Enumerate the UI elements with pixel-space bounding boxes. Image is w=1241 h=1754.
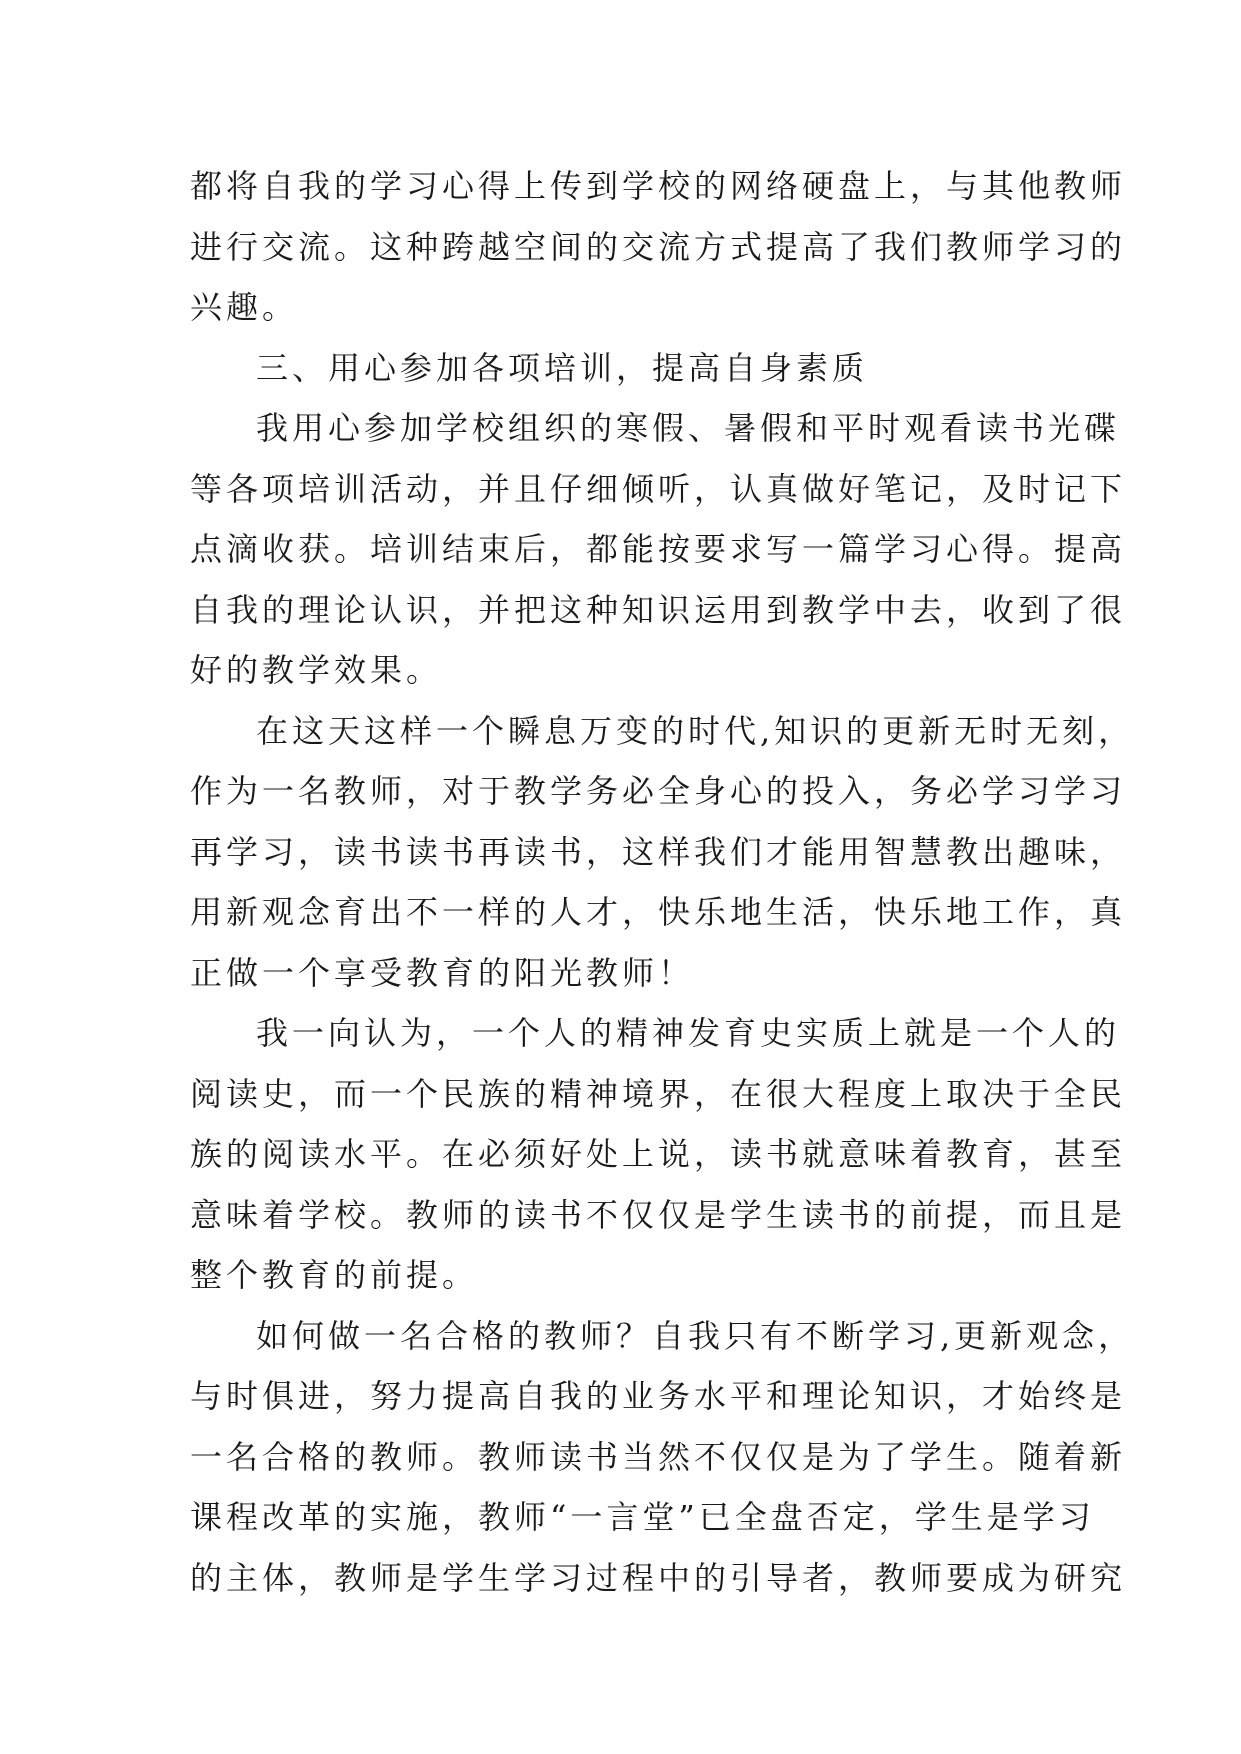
text-line: 等各项培训活动，并且仔细倾听，认真做好笔记，及时记下 xyxy=(190,469,1127,508)
text-line: 我一向认为，一个人的精神发育史实质上就是一个人的 xyxy=(256,1014,1121,1052)
text-line: 在这天这样一个瞬息万变的时代,知识的更新无时无刻， xyxy=(256,711,1135,750)
text-line: 点滴收获。培训结束后，都能按要求写一篇学习心得。提高 xyxy=(190,530,1127,568)
text-line: 整个教育的前提。 xyxy=(190,1256,479,1294)
text-line: 意味着学校。教师的读书不仅仅是学生读书的前提，而且是 xyxy=(190,1195,1127,1234)
text-line: 好的教学效果。 xyxy=(190,651,443,689)
text-line: 如何做一名合格的教师？自我只有不断学习,更新观念， xyxy=(256,1316,1135,1355)
document-body xyxy=(190,156,1135,1608)
text-line: 再学习，读书读书再读书，这样我们才能用智慧教出趣味， xyxy=(190,832,1127,871)
section-heading: 三、用心参加各项培训，提高自身素质 xyxy=(256,348,869,387)
text-line: 作为一名教师，对于教学务必全身心的投入，务必学习学习 xyxy=(190,772,1127,810)
text-line: 课程改革的实施，教师“一言堂”已全盘否定，学生是学习 xyxy=(190,1498,1095,1536)
text-line: 正做一个享受教育的阳光教师！ xyxy=(190,953,695,992)
text-line: 兴趣。 xyxy=(190,288,299,326)
text-line: 族的阅读水平。在必须好处上说，读书就意味着教育，甚至 xyxy=(190,1135,1127,1173)
text-line: 自我的理论认识，并把这种知识运用到教学中去，收到了很 xyxy=(190,590,1127,629)
text-line: 用新观念育出不一样的人才，快乐地生活，快乐地工作，真 xyxy=(190,893,1127,931)
text-line: 的主体，教师是学生学习过程中的引导者，教师要成为研究 xyxy=(190,1558,1127,1597)
text-line: 我用心参加学校组织的寒假、暑假和平时观看读书光碟 xyxy=(256,409,1121,447)
text-line: 都将自我的学习心得上传到学校的网络硬盘上，与其他教师 xyxy=(190,167,1127,205)
text-line: 一名合格的教师。教师读书当然不仅仅是为了学生。随着新 xyxy=(190,1437,1127,1476)
text-line: 与时俱进，努力提高自我的业务水平和理论知识，才始终是 xyxy=(190,1377,1127,1415)
text-line: 进行交流。这种跨越空间的交流方式提高了我们教师学习的 xyxy=(190,227,1127,266)
text-line: 阅读史，而一个民族的精神境界，在很大程度上取决于全民 xyxy=(190,1074,1127,1113)
